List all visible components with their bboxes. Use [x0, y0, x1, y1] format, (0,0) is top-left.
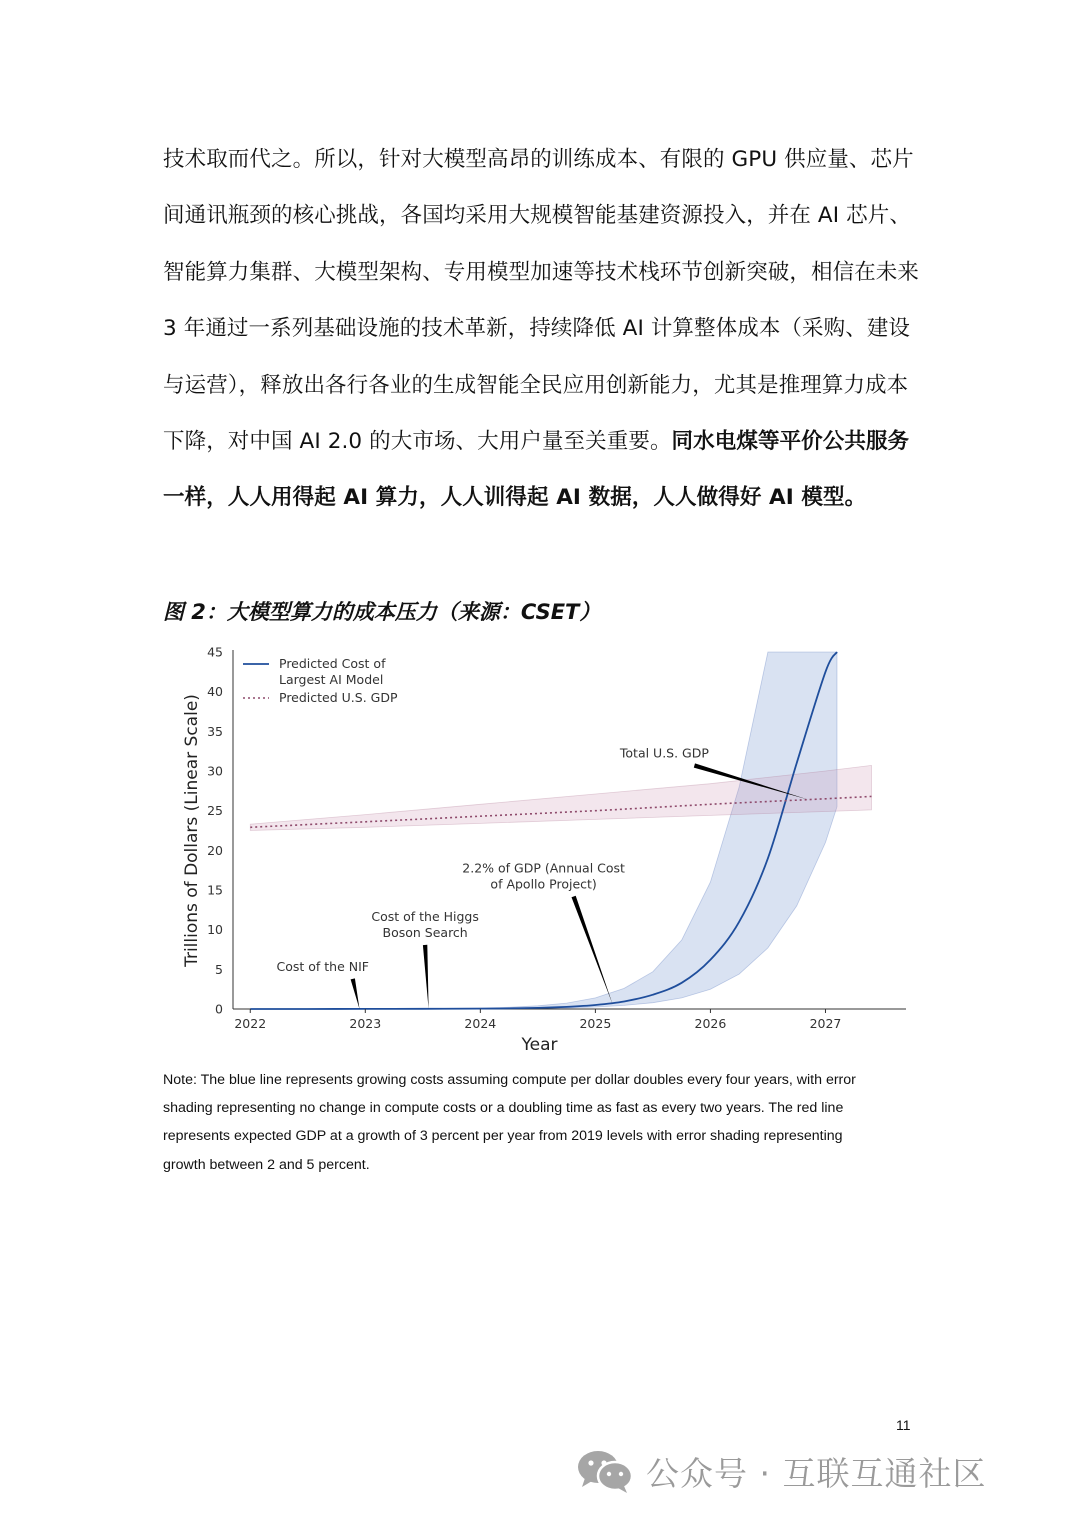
y-tick-label: 40: [207, 684, 223, 700]
page-number: 11: [896, 1417, 911, 1433]
paragraph-line: 技术取而代之。所以，针对大模型高昂的训练成本、有限的 GPU 供应量、芯片: [163, 147, 914, 172]
annotation-label: Cost of the NIF: [276, 958, 369, 974]
paragraph-line: 与运营），释放出各行各业的生成智能全民应用创新能力，尤其是推理算力成本: [163, 372, 909, 398]
annotation-label: Boson Search: [382, 924, 468, 940]
annotation-arrow: [351, 978, 360, 1009]
annotation-label: 2.2% of GDP (Annual Cost: [462, 860, 625, 876]
paragraph-line: [163, 414, 919, 470]
legend-label: Predicted U.S. GDP: [279, 690, 398, 705]
note-line: growth between 2 and 5 percent.: [163, 1156, 370, 1173]
cost-chart: [163, 640, 913, 1055]
y-tick-label: 30: [207, 763, 223, 779]
x-tick-label: 2023: [349, 1016, 382, 1031]
paragraph-line6-normal: 下降，对中国 AI 2.0 的大市场、大用户量至关重要。: [163, 429, 672, 455]
y-axis-label: Trillions of Dollars (Linear Scale): [182, 694, 202, 967]
watermark-text: 公众号 · 互联互通社区: [646, 1453, 987, 1493]
x-tick-label: 2022: [234, 1016, 267, 1031]
watermark: [576, 1446, 986, 1496]
legend-label: Predicted Cost of: [279, 656, 386, 671]
paragraph-line7-bold: 一样，人人用得起 AI 算力，人人训得起 AI 数据，人人做得好 AI 模型。: [163, 485, 867, 511]
x-axis-label: Year: [521, 1035, 558, 1055]
y-tick-label: 20: [207, 842, 223, 858]
annotation-arrow: [423, 945, 429, 1009]
y-tick-label: 35: [207, 723, 223, 739]
x-tick-label: 2027: [809, 1016, 842, 1031]
y-tick-label: 45: [207, 644, 223, 660]
body-paragraph: [163, 132, 919, 527]
x-tick-label: 2025: [579, 1016, 612, 1031]
figure-title: 图 2：大模型算力的成本压力（来源：CSET）: [163, 600, 601, 624]
note-line: shading representing no change in compute costs or a doubling time as fast as every two years. The red line: [163, 1100, 844, 1117]
note-line: Note: The blue line represents growing costs assuming compute per dollar doubles every four years, with error: [163, 1072, 856, 1088]
y-tick-label: 10: [207, 922, 223, 938]
annotation-label: Cost of the Higgs: [371, 908, 479, 924]
annotation-label: of Apollo Project): [490, 876, 597, 892]
x-tick-label: 2026: [694, 1016, 727, 1031]
annotation-arrow: [572, 896, 613, 1004]
note-line: represents expected GDP at a growth of 3 percent per year from 2019 levels with error shading representing: [163, 1128, 843, 1145]
annotation-label: Total U.S. GDP: [619, 745, 709, 761]
paragraph-line: 3 年通过一系列基础设施的技术革新，持续降低 AI 计算整体成本（采购、建设: [163, 316, 911, 342]
paragraph-line6-bold: 同水电煤等平价公共服务: [671, 429, 910, 455]
y-tick-label: 15: [207, 882, 223, 898]
paragraph-line: 间通讯瓶颈的核心挑战，各国均采用大规模智能基建资源投入，并在 AI 芯片、: [163, 203, 911, 229]
paragraph-line: 智能算力集群、大模型架构、专用模型加速等技术栈环节创新突破，相信在未来: [163, 259, 920, 285]
y-tick-label: 25: [207, 803, 223, 819]
series-band: [250, 652, 837, 1009]
wechat-icon: [576, 1449, 634, 1493]
y-tick-label: 0: [215, 1001, 223, 1017]
x-tick-label: 2024: [464, 1016, 497, 1031]
chart-note: [163, 1066, 918, 1179]
paragraph-line: [163, 470, 919, 526]
legend-label: Largest AI Model: [279, 672, 384, 687]
y-tick-label: 5: [215, 961, 223, 977]
